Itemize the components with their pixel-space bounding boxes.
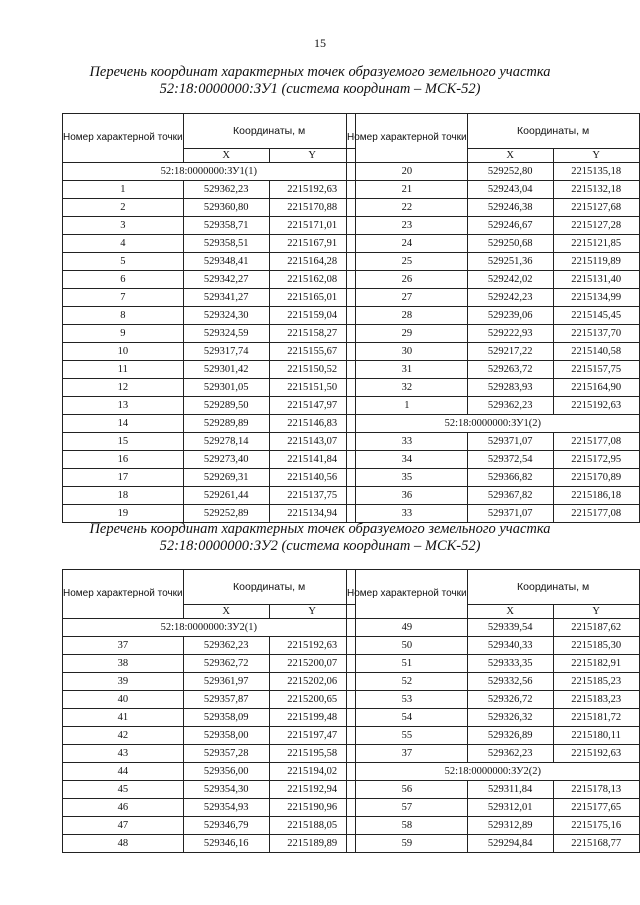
table-row — [347, 253, 640, 271]
point-number: 7 — [63, 289, 184, 307]
coordinate-x: 529283,93 — [467, 379, 553, 397]
coordinate-x: 529333,35 — [467, 655, 553, 673]
point-number: 28 — [347, 307, 468, 325]
x-header: X — [467, 149, 553, 163]
section-label: 52:18:0000000:ЗУ2(1) — [63, 619, 356, 637]
point-number: 39 — [63, 673, 184, 691]
coordinate-y: 2215119,89 — [553, 253, 639, 271]
coordinate-x: 529252,80 — [467, 163, 553, 181]
coordinate-x: 529242,02 — [467, 271, 553, 289]
coordinate-x: 529252,89 — [183, 505, 269, 523]
coordinate-x: 529289,89 — [183, 415, 269, 433]
table-row — [347, 343, 640, 361]
coordinate-y: 2215189,89 — [269, 835, 355, 853]
block2-title-line1: Перечень координат характерных точек образуемого земельного участка — [89, 521, 551, 537]
coordinate-y: 2215168,77 — [553, 835, 639, 853]
coordinate-y: 2215137,75 — [269, 487, 355, 505]
table-row — [347, 781, 640, 799]
coordinate-x: 529324,59 — [183, 325, 269, 343]
point-number: 31 — [347, 361, 468, 379]
coordinate-y: 2215199,48 — [269, 709, 355, 727]
coordinate-y: 2215192,63 — [553, 397, 639, 415]
coordinates-header: Координаты, м — [183, 114, 355, 149]
point-number-header: Номер характерной точки — [347, 570, 468, 619]
section-label: 52:18:0000000:ЗУ2(2) — [347, 763, 640, 781]
coordinate-x: 529354,30 — [183, 781, 269, 799]
table-row — [63, 835, 356, 853]
point-number: 19 — [63, 505, 184, 523]
coordinate-y: 2215127,28 — [553, 217, 639, 235]
point-number: 27 — [347, 289, 468, 307]
coordinate-y: 2215177,08 — [553, 505, 639, 523]
table-row — [63, 487, 356, 505]
point-number: 46 — [63, 799, 184, 817]
coordinate-y: 2215192,94 — [269, 781, 355, 799]
block1-title-line2: 52:18:0000000:ЗУ1 (система координат – МСК-52) — [159, 81, 481, 97]
point-number: 44 — [63, 763, 184, 781]
table-row — [347, 451, 640, 469]
table-row — [347, 379, 640, 397]
coordinate-y: 2215192,63 — [553, 745, 639, 763]
block1-right-table — [346, 113, 640, 523]
coordinate-x: 529317,74 — [183, 343, 269, 361]
point-number: 38 — [63, 655, 184, 673]
coordinate-y: 2215146,83 — [269, 415, 355, 433]
coordinate-y: 2215151,50 — [269, 379, 355, 397]
table-row — [347, 835, 640, 853]
coordinate-x: 529251,36 — [467, 253, 553, 271]
point-number: 13 — [63, 397, 184, 415]
point-number: 3 — [63, 217, 184, 235]
point-number: 58 — [347, 817, 468, 835]
y-header: Y — [553, 605, 639, 619]
coordinate-y: 2215137,70 — [553, 325, 639, 343]
table-row — [63, 745, 356, 763]
block2-right-table — [346, 569, 640, 853]
coordinate-y: 2215155,67 — [269, 343, 355, 361]
coordinate-x: 529269,31 — [183, 469, 269, 487]
table-row — [63, 415, 356, 433]
coordinate-y: 2215192,63 — [269, 181, 355, 199]
table-row — [63, 709, 356, 727]
point-number: 21 — [347, 181, 468, 199]
coordinate-y: 2215165,01 — [269, 289, 355, 307]
coordinate-y: 2215175,16 — [553, 817, 639, 835]
table-row — [63, 397, 356, 415]
coordinate-x: 529246,38 — [467, 199, 553, 217]
point-number: 33 — [347, 505, 468, 523]
coordinates-header: Координаты, м — [183, 570, 355, 605]
point-number: 52 — [347, 673, 468, 691]
point-number: 34 — [347, 451, 468, 469]
point-number: 5 — [63, 253, 184, 271]
point-number: 23 — [347, 217, 468, 235]
table-row — [63, 637, 356, 655]
table-row — [63, 433, 356, 451]
table-row — [347, 271, 640, 289]
point-number: 33 — [347, 433, 468, 451]
table-row — [63, 271, 356, 289]
coordinate-y: 2215141,84 — [269, 451, 355, 469]
table-row — [63, 469, 356, 487]
table-row — [347, 361, 640, 379]
block1-left-table — [62, 113, 356, 523]
coordinate-x: 529358,09 — [183, 709, 269, 727]
coordinate-x: 529358,51 — [183, 235, 269, 253]
coordinate-x: 529222,93 — [467, 325, 553, 343]
coordinate-y: 2215188,05 — [269, 817, 355, 835]
section-label: 52:18:0000000:ЗУ1(2) — [347, 415, 640, 433]
point-number: 22 — [347, 199, 468, 217]
y-header: Y — [269, 149, 355, 163]
point-number: 36 — [347, 487, 468, 505]
coordinate-y: 2215194,02 — [269, 763, 355, 781]
point-number: 29 — [347, 325, 468, 343]
coordinate-x: 529289,50 — [183, 397, 269, 415]
page-number: 15 — [314, 36, 326, 50]
coordinate-y: 2215170,89 — [553, 469, 639, 487]
coordinate-y: 2215183,23 — [553, 691, 639, 709]
coordinate-y: 2215162,08 — [269, 271, 355, 289]
table-row — [347, 691, 640, 709]
section-row — [63, 163, 356, 181]
coordinate-y: 2215186,18 — [553, 487, 639, 505]
coordinate-x: 529301,42 — [183, 361, 269, 379]
coordinate-y: 2215195,58 — [269, 745, 355, 763]
coordinate-x: 529273,40 — [183, 451, 269, 469]
coordinate-x: 529346,79 — [183, 817, 269, 835]
table-row — [63, 505, 356, 523]
point-number: 30 — [347, 343, 468, 361]
section-row — [63, 619, 356, 637]
coordinate-y: 2215190,96 — [269, 799, 355, 817]
coordinate-x: 529217,22 — [467, 343, 553, 361]
coordinate-y: 2215197,47 — [269, 727, 355, 745]
coordinate-x: 529278,14 — [183, 433, 269, 451]
block2-title — [0, 521, 640, 555]
point-number: 54 — [347, 709, 468, 727]
coordinate-x: 529311,84 — [467, 781, 553, 799]
table-row — [347, 433, 640, 451]
coordinate-y: 2215134,94 — [269, 505, 355, 523]
point-number: 55 — [347, 727, 468, 745]
point-number: 43 — [63, 745, 184, 763]
table-row — [347, 709, 640, 727]
table-row — [347, 307, 640, 325]
table-row — [63, 181, 356, 199]
coordinate-x: 529340,33 — [467, 637, 553, 655]
table-row — [63, 451, 356, 469]
coordinate-y: 2215127,68 — [553, 199, 639, 217]
table-row — [347, 325, 640, 343]
y-header: Y — [269, 605, 355, 619]
coordinate-x: 529261,44 — [183, 487, 269, 505]
point-number: 50 — [347, 637, 468, 655]
coordinate-y: 2215150,52 — [269, 361, 355, 379]
table-row — [347, 397, 640, 415]
block1-title — [0, 64, 640, 98]
table-row — [347, 235, 640, 253]
table-row — [347, 181, 640, 199]
point-number: 15 — [63, 433, 184, 451]
coordinate-x: 529366,82 — [467, 469, 553, 487]
y-header: Y — [553, 149, 639, 163]
point-number: 53 — [347, 691, 468, 709]
table-row — [63, 361, 356, 379]
section-row — [347, 763, 640, 781]
point-number: 14 — [63, 415, 184, 433]
point-number: 6 — [63, 271, 184, 289]
table-row — [63, 199, 356, 217]
coordinate-y: 2215185,23 — [553, 673, 639, 691]
table-row — [63, 217, 356, 235]
point-number: 4 — [63, 235, 184, 253]
coordinate-x: 529356,00 — [183, 763, 269, 781]
coordinate-x: 529357,87 — [183, 691, 269, 709]
table-row — [63, 799, 356, 817]
table-row — [347, 745, 640, 763]
coordinate-y: 2215187,62 — [553, 619, 639, 637]
point-number: 18 — [63, 487, 184, 505]
x-header: X — [183, 605, 269, 619]
point-number-header: Номер характерной точки — [347, 114, 468, 163]
point-number: 12 — [63, 379, 184, 397]
block2-title-line2: 52:18:0000000:ЗУ2 (система координат – МСК-52) — [159, 538, 481, 554]
coordinate-y: 2215192,63 — [269, 637, 355, 655]
coordinate-y: 2215178,13 — [553, 781, 639, 799]
coordinate-x: 529312,01 — [467, 799, 553, 817]
coordinate-y: 2215181,72 — [553, 709, 639, 727]
point-number: 56 — [347, 781, 468, 799]
section-row — [347, 415, 640, 433]
coordinate-y: 2215177,65 — [553, 799, 639, 817]
point-number: 9 — [63, 325, 184, 343]
point-number: 2 — [63, 199, 184, 217]
table-row — [347, 727, 640, 745]
coordinate-x: 529357,28 — [183, 745, 269, 763]
coordinate-x: 529371,07 — [467, 433, 553, 451]
coordinate-x: 529358,71 — [183, 217, 269, 235]
table-row — [347, 505, 640, 523]
table-row — [63, 727, 356, 745]
coordinate-y: 2215182,91 — [553, 655, 639, 673]
table-row — [347, 217, 640, 235]
block2-left-table — [62, 569, 356, 853]
coordinate-x: 529342,27 — [183, 271, 269, 289]
table-row — [63, 673, 356, 691]
point-number: 49 — [347, 619, 468, 637]
x-header: X — [467, 605, 553, 619]
coordinate-x: 529324,30 — [183, 307, 269, 325]
point-number: 24 — [347, 235, 468, 253]
table-row — [63, 235, 356, 253]
table-row — [347, 289, 640, 307]
coordinate-y: 2215164,90 — [553, 379, 639, 397]
coordinate-x: 529326,32 — [467, 709, 553, 727]
point-number: 16 — [63, 451, 184, 469]
table-row — [63, 253, 356, 271]
coordinate-x: 529243,04 — [467, 181, 553, 199]
point-number: 41 — [63, 709, 184, 727]
point-number-header: Номер характерной точки — [63, 114, 184, 163]
coordinate-y: 2215167,91 — [269, 235, 355, 253]
point-number: 10 — [63, 343, 184, 361]
coordinate-x: 529354,93 — [183, 799, 269, 817]
x-header: X — [183, 149, 269, 163]
point-number: 59 — [347, 835, 468, 853]
table-row — [347, 637, 640, 655]
table-row — [347, 673, 640, 691]
table-row — [63, 817, 356, 835]
coordinate-y: 2215170,88 — [269, 199, 355, 217]
point-number: 26 — [347, 271, 468, 289]
coordinate-x: 529362,23 — [183, 181, 269, 199]
table-row — [347, 655, 640, 673]
coordinate-y: 2215140,56 — [269, 469, 355, 487]
coordinate-y: 2215131,40 — [553, 271, 639, 289]
coordinate-x: 529312,89 — [467, 817, 553, 835]
coordinate-y: 2215147,97 — [269, 397, 355, 415]
coordinate-x: 529367,82 — [467, 487, 553, 505]
coordinate-y: 2215143,07 — [269, 433, 355, 451]
table-row — [63, 655, 356, 673]
table-row — [347, 163, 640, 181]
table-row — [347, 199, 640, 217]
coordinate-x: 529250,68 — [467, 235, 553, 253]
coordinate-x: 529358,00 — [183, 727, 269, 745]
coordinate-y: 2215132,18 — [553, 181, 639, 199]
table-row — [347, 487, 640, 505]
point-number: 37 — [63, 637, 184, 655]
point-number: 45 — [63, 781, 184, 799]
coordinate-x: 529362,23 — [467, 745, 553, 763]
point-number: 32 — [347, 379, 468, 397]
coordinate-y: 2215134,99 — [553, 289, 639, 307]
coordinate-x: 529346,16 — [183, 835, 269, 853]
point-number: 51 — [347, 655, 468, 673]
block1-title-line1: Перечень координат характерных точек образуемого земельного участка — [89, 64, 551, 80]
coordinate-x: 529326,72 — [467, 691, 553, 709]
point-number: 8 — [63, 307, 184, 325]
coordinate-x: 529332,56 — [467, 673, 553, 691]
coordinate-y: 2215177,08 — [553, 433, 639, 451]
coordinate-y: 2215200,07 — [269, 655, 355, 673]
point-number: 48 — [63, 835, 184, 853]
point-number: 25 — [347, 253, 468, 271]
coordinate-y: 2215185,30 — [553, 637, 639, 655]
coordinate-y: 2215171,01 — [269, 217, 355, 235]
coordinate-x: 529361,97 — [183, 673, 269, 691]
point-number: 37 — [347, 745, 468, 763]
coordinate-x: 529294,84 — [467, 835, 553, 853]
coordinate-x: 529360,80 — [183, 199, 269, 217]
point-number: 1 — [347, 397, 468, 415]
coordinate-y: 2215140,58 — [553, 343, 639, 361]
coordinate-y: 2215157,75 — [553, 361, 639, 379]
point-number: 40 — [63, 691, 184, 709]
table-row — [347, 817, 640, 835]
coordinate-x: 529362,23 — [183, 637, 269, 655]
coordinate-y: 2215180,11 — [553, 727, 639, 745]
table-row — [347, 469, 640, 487]
coordinates-header: Координаты, м — [467, 570, 639, 605]
coordinate-y: 2215202,06 — [269, 673, 355, 691]
table-row — [63, 307, 356, 325]
section-label: 52:18:0000000:ЗУ1(1) — [63, 163, 356, 181]
point-number: 1 — [63, 181, 184, 199]
table-row — [347, 619, 640, 637]
table-row — [63, 325, 356, 343]
point-number: 57 — [347, 799, 468, 817]
coordinate-y: 2215159,04 — [269, 307, 355, 325]
coordinate-x: 529242,23 — [467, 289, 553, 307]
coordinate-x: 529301,05 — [183, 379, 269, 397]
coordinate-y: 2215135,18 — [553, 163, 639, 181]
coordinate-y: 2215145,45 — [553, 307, 639, 325]
point-number: 42 — [63, 727, 184, 745]
coordinate-x: 529372,54 — [467, 451, 553, 469]
point-number: 11 — [63, 361, 184, 379]
point-number: 20 — [347, 163, 468, 181]
coordinate-x: 529339,54 — [467, 619, 553, 637]
coordinate-y: 2215121,85 — [553, 235, 639, 253]
table-row — [63, 691, 356, 709]
point-number: 47 — [63, 817, 184, 835]
coordinate-x: 529239,06 — [467, 307, 553, 325]
point-number-header: Номер характерной точки — [63, 570, 184, 619]
coordinate-x: 529362,23 — [467, 397, 553, 415]
coordinate-x: 529362,72 — [183, 655, 269, 673]
coordinate-x: 529341,27 — [183, 289, 269, 307]
coordinate-x: 529371,07 — [467, 505, 553, 523]
table-row — [347, 799, 640, 817]
coordinate-x: 529326,89 — [467, 727, 553, 745]
coordinate-y: 2215172,95 — [553, 451, 639, 469]
coordinate-y: 2215200,65 — [269, 691, 355, 709]
table-row — [63, 781, 356, 799]
coordinates-header: Координаты, м — [467, 114, 639, 149]
table-row — [63, 343, 356, 361]
coordinate-x: 529246,67 — [467, 217, 553, 235]
table-row — [63, 289, 356, 307]
table-row — [63, 379, 356, 397]
coordinate-y: 2215158,27 — [269, 325, 355, 343]
coordinate-x: 529263,72 — [467, 361, 553, 379]
table-row — [63, 763, 356, 781]
coordinate-y: 2215164,28 — [269, 253, 355, 271]
point-number: 17 — [63, 469, 184, 487]
point-number: 35 — [347, 469, 468, 487]
coordinate-x: 529348,41 — [183, 253, 269, 271]
